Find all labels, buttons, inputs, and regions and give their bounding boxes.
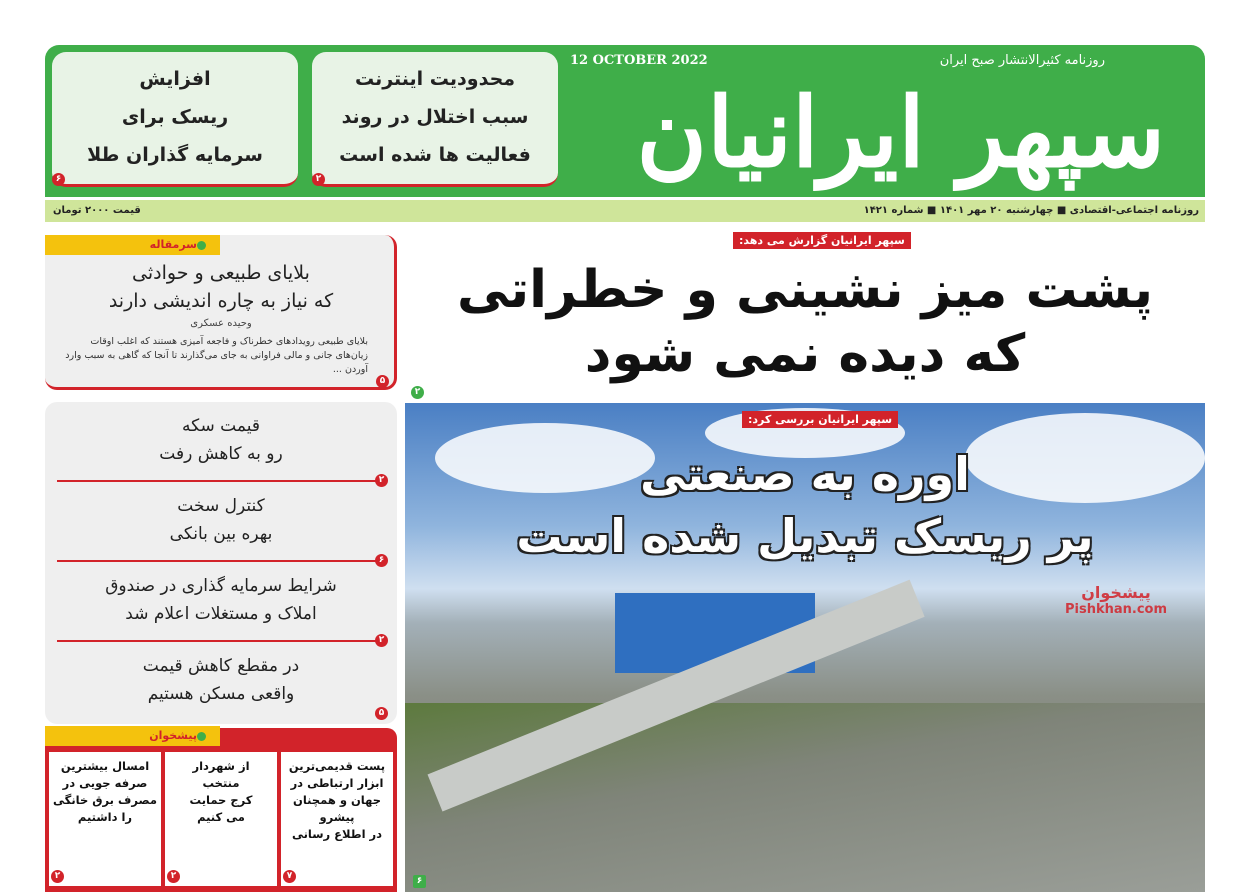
headline-line: اوره به صنعتی	[640, 447, 970, 501]
card-line: می کنیم	[197, 810, 245, 824]
page-badge: ۲	[375, 634, 388, 647]
tag-label: سرمقاله	[149, 238, 197, 251]
photo-kicker: سپهر ایرانیان بررسی کرد:	[742, 411, 898, 428]
issue-info: روزنامه اجتماعی-اقتصادی ■ چهارشنبه ۲۰ مهر ۱۴۰۱ ■ شماره ۱۴۲۱	[863, 205, 1199, 216]
page-badge: ۲	[51, 870, 64, 883]
card-line: امسال بیشترین	[60, 759, 150, 773]
pishkhan-tag	[45, 726, 220, 746]
page-badge: ۵	[375, 707, 388, 720]
watermark-url: Pishkhan.com	[1065, 602, 1168, 617]
card-line: در اطلاع رسانی	[291, 827, 383, 841]
dot-icon	[197, 732, 206, 741]
card-line: از شهردار	[192, 759, 250, 773]
news-line: کنترل سخت	[177, 496, 265, 516]
editorial-box[interactable]	[45, 235, 397, 390]
photo-story[interactable]	[405, 403, 1205, 892]
top-box-internet[interactable]	[312, 52, 558, 187]
news-line: واقعی مسکن هستیم	[147, 684, 295, 704]
plant-ground	[405, 703, 1205, 892]
photo-headline	[405, 443, 1205, 567]
pishkhan-card[interactable]	[281, 752, 393, 886]
top-box-line: ریسک برای	[121, 106, 229, 128]
headline-line: پشت میز نشینی و خطراتی	[457, 260, 1153, 320]
card-line: مصرف برق خانگی	[53, 793, 157, 807]
watermark-text: پیشخوان	[1081, 583, 1151, 602]
news-item[interactable]	[57, 562, 385, 645]
main-headline[interactable]	[420, 258, 1190, 386]
top-box-gold[interactable]	[52, 52, 298, 187]
news-line: در مقطع کاهش قیمت	[142, 656, 300, 676]
news-line: املاک و مستغلات اعلام شد	[125, 604, 317, 624]
top-box-line: افزایش	[139, 68, 211, 90]
card-line: پست قدیمی‌ترین	[288, 759, 386, 773]
main-kicker: سپهر ایرانیان گزارش می دهد:	[733, 232, 911, 249]
price: قیمت ۲۰۰۰ تومان	[53, 205, 141, 216]
top-box-line: فعالیت ها شده است	[339, 144, 531, 166]
page-badge: ۲	[375, 474, 388, 487]
page-badge: ۶	[413, 875, 426, 888]
news-list	[45, 402, 397, 724]
pishkhan-card[interactable]	[49, 752, 161, 886]
pishkhan-card[interactable]	[165, 752, 277, 886]
page-badge: ۶	[375, 554, 388, 567]
headline-line: پر ریسک تبدیل شده است	[516, 509, 1094, 563]
news-item[interactable]	[57, 642, 385, 722]
dot-icon	[197, 241, 206, 250]
title-line: که نیاز به چاره اندیشی دارند	[108, 290, 334, 312]
top-box-line: سبب اختلال در روند	[341, 106, 529, 128]
news-line: بهره بین بانکی	[169, 524, 273, 544]
top-box-line: محدودیت اینترنت	[354, 68, 516, 90]
news-item[interactable]	[57, 402, 385, 485]
english-date: 12 OCTOBER 2022	[570, 53, 708, 68]
page-badge: ۵	[376, 375, 389, 388]
page-badge: ۲	[167, 870, 180, 883]
editorial-body: بلایای طبیعی رویدادهای خطرناک و فاجعه آمیزی هستند که اغلب اوقات زیان‌های جانی و مالی فراوانی به جای می‌گذارند تا آنجا که گاهی به سبب وارد آوردن ...	[65, 336, 368, 375]
page-badge: ۲	[411, 386, 424, 399]
card-line: ابزار ارتباطی در	[290, 776, 384, 790]
top-box-line: سرمایه گذاران طلا	[87, 144, 263, 166]
news-line: قیمت سکه	[182, 416, 260, 436]
headline-line: که دیده نمی شود	[584, 324, 1026, 384]
news-line: شرایط سرمایه گذاری در صندوق	[105, 576, 337, 596]
page-badge: ۲	[312, 173, 325, 186]
news-item[interactable]	[57, 482, 385, 565]
page-badge: ۶	[52, 173, 65, 186]
editorial-title	[45, 259, 397, 315]
page-badge: ۷	[283, 870, 296, 883]
newspaper-logo: سپهر ایرانیان	[636, 76, 1165, 189]
news-line: رو به کاهش رفت	[159, 444, 283, 464]
card-line: صرفه جویی در	[62, 776, 148, 790]
title-line: بلایای طبیعی و حوادثی	[132, 262, 310, 284]
editorial-tag	[45, 235, 220, 255]
info-strip	[45, 200, 1205, 222]
card-line: جهان و همچنان پیشرو	[293, 793, 381, 824]
card-line: را داشتیم	[77, 810, 133, 824]
editorial-author: وحیده عسکری	[190, 318, 252, 329]
tag-label: پیشخوان	[149, 729, 197, 742]
pishkhan-box	[45, 728, 397, 892]
watermark	[1065, 583, 1167, 617]
slogan: روزنامه کثیرالانتشار صبح ایران	[939, 53, 1105, 68]
card-line: کرج حمایت	[189, 793, 253, 807]
card-line: منتخب	[202, 776, 240, 790]
